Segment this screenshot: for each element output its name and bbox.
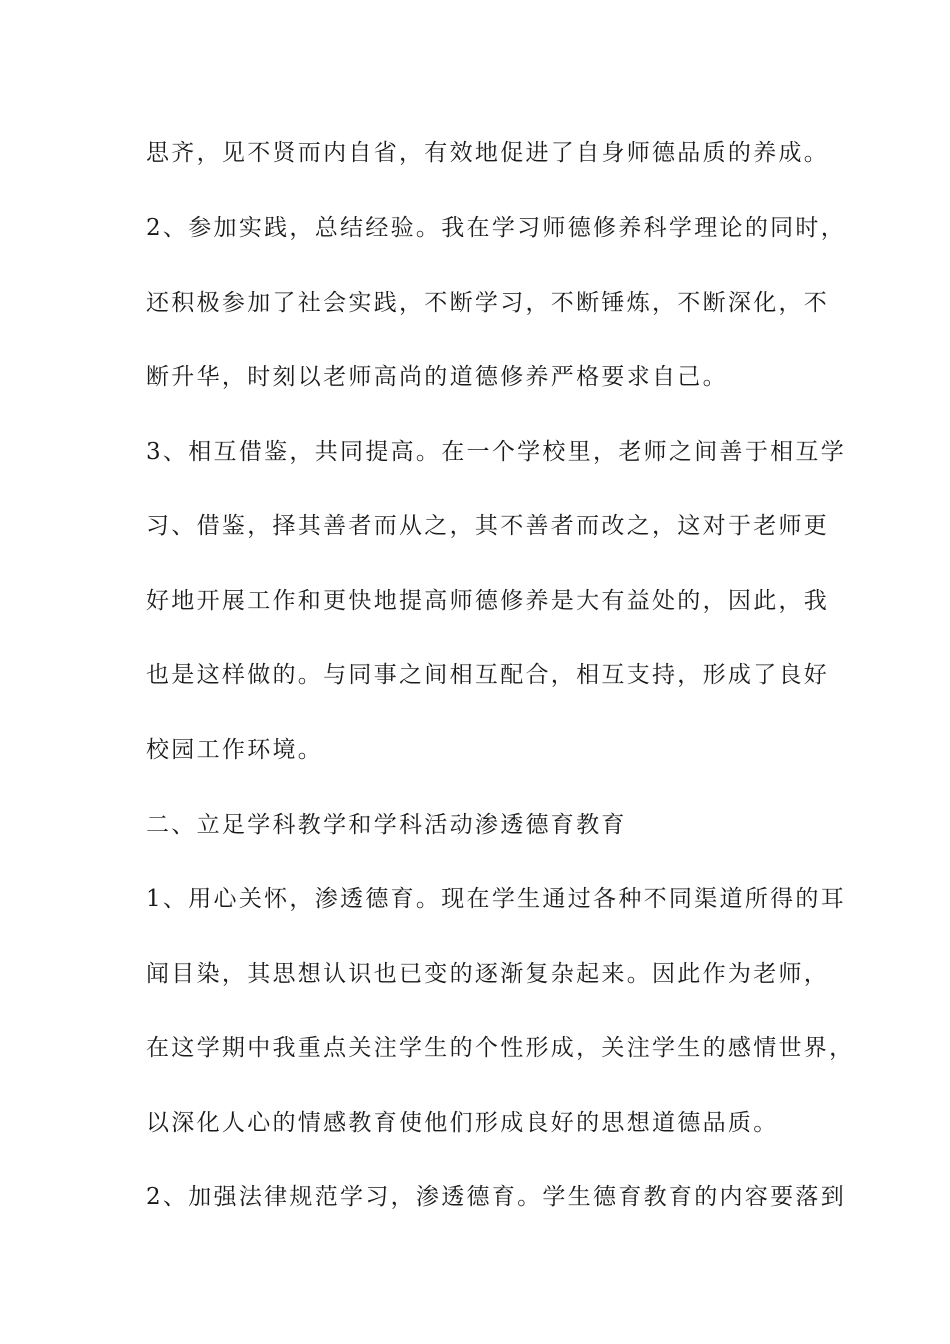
text-line-3: 还积极参加了社会实践，不断学习，不断锤炼，不断深化，不 (146, 290, 830, 316)
text-line-9: 校园工作环境。 (146, 737, 324, 763)
text-line-4: 断升华，时刻以老师高尚的道德修养严格要求自己。 (146, 364, 728, 390)
text-line-1: 思齐，见不贤而内自省，有效地促进了自身师德品质的养成。 (146, 140, 830, 166)
section-heading: 二、立足学科教学和学科活动渗透德育教育 (146, 812, 627, 838)
text-line-15: 2、加强法律规范学习，渗透德育。学生德育教育的内容要落到 (146, 1184, 847, 1210)
text-line-14: 以深化人心的情感教育使他们形成良好的思想道德品质。 (146, 1110, 779, 1136)
text-line-8: 也是这样做的。与同事之间相互配合，相互支持，形成了良好 (146, 662, 830, 688)
text-line-2: 2、参加实践，总结经验。我在学习师德修养科学理论的同时， (146, 215, 847, 241)
text-line-12: 闻目染，其思想认识也已变的逐渐复杂起来。因此作为老师， (146, 961, 830, 987)
text-line-6: 习、借鉴，择其善者而从之，其不善者而改之，这对于老师更 (146, 513, 830, 539)
text-line-7: 好地开展工作和更快地提高师德修养是大有益处的，因此，我 (146, 588, 830, 614)
text-line-11: 1、用心关怀，渗透德育。现在学生通过各种不同渠道所得的耳 (146, 886, 847, 912)
text-line-5: 3、相互借鉴，共同提高。在一个学校里，老师之间善于相互学 (146, 439, 847, 465)
text-line-13: 在这学期中我重点关注学生的个性形成，关注学生的感情世界， (146, 1035, 855, 1061)
